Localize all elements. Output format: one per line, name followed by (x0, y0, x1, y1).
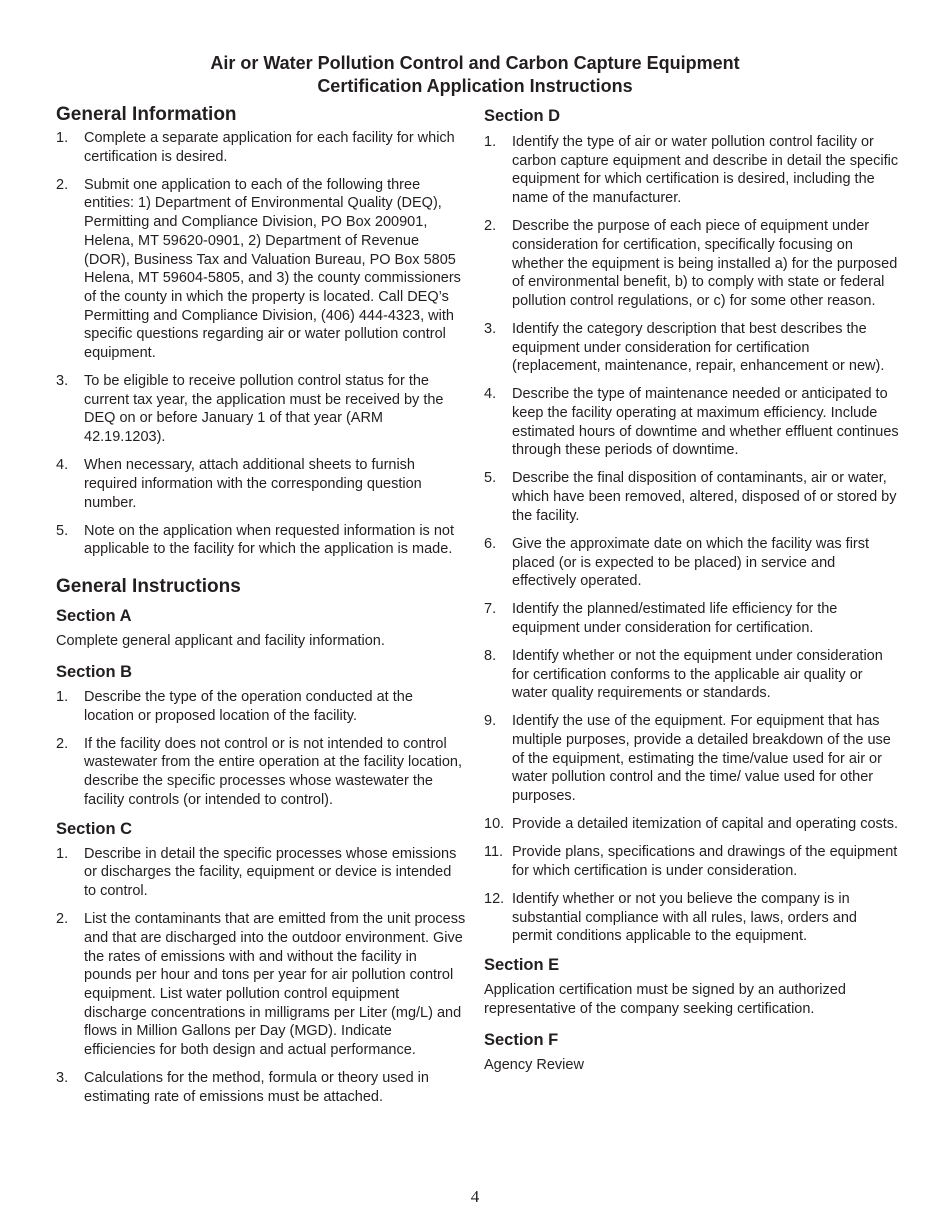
section-c-heading: Section C (56, 819, 133, 838)
item-number: 3. (56, 373, 69, 390)
item-text: Calculations for the method, formula or theory used in estimating rate of emissions must be attached. (84, 1070, 429, 1105)
item-number: 10. (484, 816, 505, 833)
item-text: Identify the category description that best describes the equipment under consideration for certification (replacement, maintenance, repair, enhancement or new). (512, 320, 885, 375)
item-text: Identify the type of air or water pollution control facility or carbon capture equipment and describe in detail the specific equipment for which certification is desired, including the name of the manufacturer. (512, 134, 899, 207)
item-number: 1. (56, 845, 69, 862)
section-f-heading: Section F (484, 1030, 559, 1049)
section-b-heading: Section B (56, 662, 133, 681)
title-line-1: Air or Water Pollution Control and Carbon Capture Equipment (210, 53, 740, 73)
item-number: 2. (484, 218, 497, 235)
item-text: Submit one application to each of the following three entities: 1) Department of Environmental Quality (DEQ), Permitting and Compliance Division, PO Box 200901, Helena, MT 59620-0901, 2) Department of Revenue (DOR), Business Tax and Valuation Bureau, PO Box 5805 Helena, MT 59604-5805, and 3) the county commissioners of the county in which the property is located. Call DEQ’s Permitting and Compliance Division, (406) 444-4323, with specific questions regarding air or water pollution control equipment. (84, 176, 461, 362)
item-text: Describe the type of the operation conducted at the location or proposed location of the facility. (84, 688, 413, 724)
list-item (484, 217, 900, 311)
item-text: Give the approximate date on which the facility was first placed (or is expected to be placed) in service and effectively operated. (512, 535, 870, 590)
general-instructions-heading: General Instructions (56, 576, 241, 598)
section-f-text: Agency Review (484, 1056, 584, 1073)
item-number: 1. (484, 134, 497, 150)
title-line-2: Certification Application Instructions (317, 76, 633, 96)
list-item (484, 712, 900, 806)
item-number: 3. (56, 1070, 69, 1087)
general-information-heading: General Information (56, 104, 237, 125)
list-item (56, 688, 466, 725)
item-number: 4. (484, 386, 497, 403)
list-item (56, 372, 466, 447)
item-text: Complete a separate application for each facility for which certification is desired. (84, 130, 455, 165)
item-text: Describe in detail the specific processes whose emissions or discharges the facility, equipment or device is intended to control. (84, 845, 457, 900)
item-text: Identify the use of the equipment. For equipment that has multiple purposes, provide a detailed breakdown of the use of the equipment, estimating the time/value used for air or water pollution control and the time/ value used for other purposes. (512, 713, 891, 805)
item-number: 5. (56, 522, 69, 539)
item-text: Identify whether or not you believe the company is in substantial compliance with all rules, laws, orders and permit conditions applicable to the equipment. (512, 890, 857, 945)
section-a-heading: Section A (56, 607, 132, 626)
item-number: 3. (484, 320, 497, 337)
section-e-heading: Section E (484, 956, 560, 975)
list-item (56, 845, 466, 901)
list-item (484, 385, 900, 460)
list-item (484, 815, 900, 834)
item-number: 6. (484, 535, 497, 552)
item-text: Provide plans, specifications and drawings of the equipment for which certification is under consideration. (512, 844, 898, 879)
item-number: 2. (56, 911, 69, 928)
item-text: List the contaminants that are emitted from the unit process and that are discharged into the outdoor environment. Give the rates of emissions with and without the facility in pounds per hour and tons per year for air pollution control equipment. List water pollution control equipment discharge concentrations in milligrams per Liter (mg/L) and flows in Million Gallons per Day (MGD). Indicate efficiencies for both design and actual performance. (84, 911, 466, 1059)
item-number: 11. (484, 844, 504, 861)
section-e-text: Application certification must be signed by an authorized representative of the company seeking certification. (484, 982, 846, 1017)
item-number: 2. (56, 176, 69, 193)
list-item (56, 1069, 466, 1106)
list-item (56, 456, 466, 512)
page-title (0, 52, 950, 98)
item-number: 2. (56, 735, 69, 752)
item-text: Describe the final disposition of contaminants, air or water, which have been removed, altered, disposed of or stored by the facility. (512, 470, 897, 524)
list-item (484, 320, 900, 376)
item-number: 5. (484, 470, 497, 487)
item-number: 1. (56, 130, 69, 146)
item-text: Provide a detailed itemization of capital and operating costs. (512, 816, 899, 833)
list-item (484, 133, 900, 208)
item-text: Describe the purpose of each piece of equipment under consideration for certification, specifically focusing on whether the equipment is being installed a) for the purposed of environmental benefit, b) to comply with state or federal pollution control regulations, or c) for some other reason. (512, 218, 898, 309)
section-d-heading: Section D (484, 107, 561, 125)
section-d-list (484, 133, 900, 946)
section-a-text: Complete general applicant and facility information. (56, 633, 385, 650)
item-number: 9. (484, 713, 497, 730)
item-text: Identify the planned/estimated life efficiency for the equipment under consideration for certification. (512, 601, 838, 636)
list-item (484, 469, 900, 525)
list-item (484, 843, 900, 880)
item-number: 12. (484, 890, 505, 907)
list-item (484, 600, 900, 637)
item-text: When necessary, attach additional sheets to furnish required information with the corresponding question number. (84, 457, 422, 511)
list-item (56, 910, 466, 1060)
item-text: Note on the application when requested information is not applicable to the facility for which the application is made. (84, 522, 454, 558)
left-column (56, 104, 466, 1116)
page-number: 4 (470, 1187, 480, 1206)
right-column (484, 106, 900, 1074)
item-text: To be eligible to receive pollution control status for the current tax year, the application must be received by the DEQ on or before January 1 of that year (ARM 42.19.1203). (84, 373, 444, 446)
list-item (484, 647, 900, 703)
list-item (484, 535, 900, 591)
item-number: 7. (484, 601, 497, 618)
list-item (56, 735, 466, 810)
list-item (56, 176, 466, 363)
list-item (56, 522, 466, 559)
item-text: Identify whether or not the equipment under consideration for certification conforms to the applicable air quality or water quality requirements or standards. (512, 647, 883, 702)
section-b-list (56, 688, 466, 810)
item-number: 8. (484, 647, 497, 664)
general-information-list (56, 129, 466, 559)
item-number: 1. (56, 688, 69, 705)
item-text: Describe the type of maintenance needed or anticipated to keep the facility operating at maximum efficiency. Include estimated hours of downtime and whether effluent continues through these periods of downtime. (512, 386, 899, 459)
list-item (484, 890, 900, 946)
section-c-list (56, 845, 466, 1107)
item-number: 4. (56, 457, 69, 474)
item-text: If the facility does not control or is not intended to control wastewater from the entire operation at the facility location, describe the specific processes whose wastewater the facility controls (or intended to control). (84, 735, 462, 808)
list-item (56, 129, 466, 166)
